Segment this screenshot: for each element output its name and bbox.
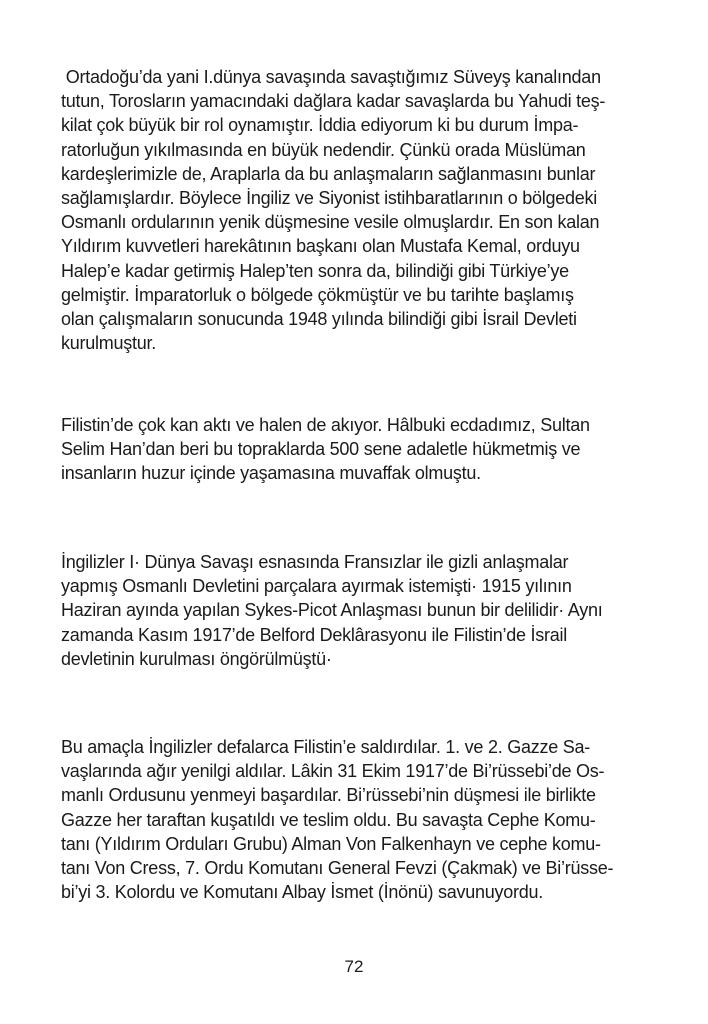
- text-line: kardeşlerimizle de, Araplarla da bu anlaşmaların sağlanmasını bunlar: [61, 163, 596, 184]
- text-line: Bu amaçla İngilizler defalarca Filistin’e saldırdılar. 1. ve 2. Gazze Sa-: [61, 737, 590, 757]
- text-line: Filistin’de çok kan aktı ve halen de akıyor. Hâlbuki ecdadımız, Sultan: [61, 415, 590, 435]
- text-line: Haziran ayında yapılan Sykes-Picot Anlaşması bunun bir delilidir· Aynı: [61, 600, 603, 621]
- text-line: zamanda Kasım 1917’de Belford Deklârasyonu ile Filistin’de İsrail: [61, 624, 568, 645]
- text-line: gelmiştir. İmparatorluk o bölgede çökmüştür ve bu tarihte başlamış: [61, 284, 574, 305]
- text-line: Halep’e kadar getirmiş Halep’ten sonra da, bilindiği gibi Türkiye’ye: [61, 260, 569, 281]
- text-line: sağlamışlardır. Böylece İngiliz ve Siyonist istihbaratlarının o bölgedeki: [61, 188, 598, 209]
- text-line: Osmanlı ordularının yenik düşmesine vesile olmuşlardır. En son kalan: [61, 212, 600, 233]
- text-line: bi’yi 3. Kolordu ve Komutanı Albay İsmet (İnönü) savunuyordu.: [61, 882, 544, 903]
- text-line: yapmış Osmanlı Devletini parçalara ayırmak istemişti· 1915 yılının: [61, 576, 572, 597]
- paragraph-4: [61, 735, 653, 904]
- text-line: insanların huzur içinde yaşamasına muvaffak olmuştu.: [61, 463, 481, 484]
- text-line: İngilizler I· Dünya Savaşı esnasında Fransızlar ile gizli anlaşmalar: [61, 552, 569, 572]
- page-number: 72: [344, 957, 364, 976]
- page-footer: [0, 956, 708, 978]
- text-line: Gazze her taraftan kuşatıldı ve teslim oldu. Bu savaşta Cephe Komu-: [61, 809, 596, 830]
- text-line: tanı (Yıldırım Orduları Grubu) Alman Von Falkenhayn ve cephe komu-: [61, 833, 601, 854]
- text-line: Selim Han’dan beri bu topraklarda 500 sene adaletle hükmetmiş ve: [61, 439, 581, 460]
- text-line: Ortadoğu’da yani I.dünya savaşında savaştığımız Süveyş kanalından: [61, 67, 601, 87]
- text-line: kilat çok büyük bir rol oynamıştır. İddia ediyorum ki bu durum İmpa-: [61, 115, 579, 136]
- text-line: kurulmuştur.: [61, 333, 157, 354]
- text-line: vaşlarında ağır yenilgi aldılar. Lâkin 31 Ekim 1917’de Bi’rüssebi’de Os-: [61, 761, 605, 782]
- text-line: manlı Ordusunu yenmeyi başardılar. Bi’rüssebi’nin düşmesi ile birlikte: [61, 785, 596, 806]
- paragraph-3: [61, 550, 653, 671]
- text-line: devletinin kurulması öngörülmüştü·: [61, 648, 332, 669]
- text-line: tutun, Torosların yamacındaki dağlara kadar savaşlarda bu Yahudi teş-: [61, 91, 606, 112]
- paragraph-2: [61, 413, 653, 486]
- text-line: tanı Von Cress, 7. Ordu Komutanı General Fevzi (Çakmak) ve Bi’rüsse-: [61, 858, 614, 879]
- text-line: olan çalışmaların sonucunda 1948 yılında bilindiği gibi İsrail Devleti: [61, 309, 577, 330]
- text-line: Yıldırım kuvvetleri harekâtının başkanı olan Mustafa Kemal, orduyu: [61, 236, 580, 257]
- paragraph-1: [61, 65, 653, 355]
- text-line: ratorluğun yıkılmasında en büyük nedendir. Çünkü orada Müslüman: [61, 139, 586, 160]
